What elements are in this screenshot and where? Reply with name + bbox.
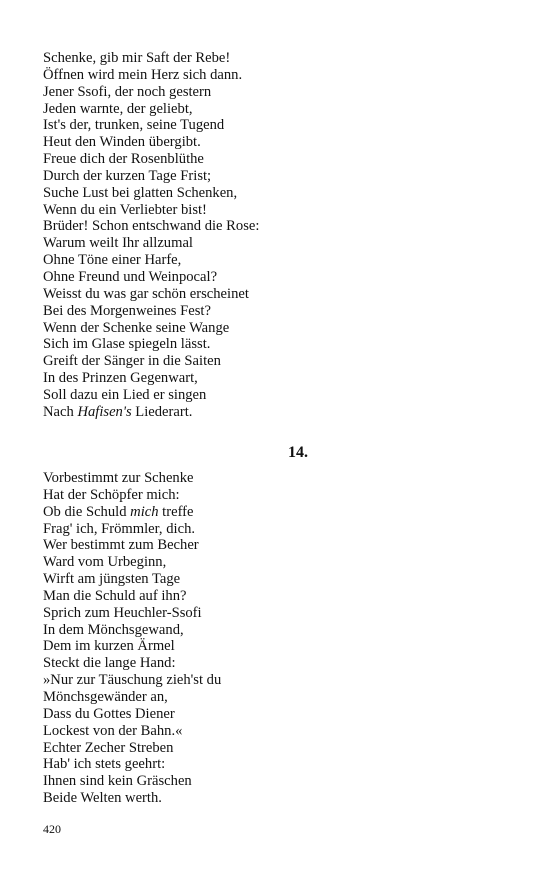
poem-line: Frag' ich, Frömmler, dich. [43, 520, 196, 537]
poem-line: Ohne Töne einer Harfe, [43, 252, 182, 269]
poem-stanza-1 [43, 50, 259, 421]
poem-line: Wenn der Schenke seine Wange [43, 319, 230, 336]
poem-line: Suche Lust bei glatten Schenken, [43, 184, 238, 201]
poem-line: Greift der Sänger in die Saiten [43, 353, 221, 370]
poem-line: Sprich zum Heuchler-Ssofi [43, 604, 202, 621]
poem-line: Freue dich der Rosenblüthe [43, 151, 204, 168]
poem-stanza-2 [43, 470, 221, 807]
poem-line: Hat der Schöpfer mich: [43, 486, 180, 503]
poem-line: Jener Ssofi, der noch gestern [43, 83, 212, 100]
poem-line: Mönchsgewänder an, [43, 688, 168, 705]
poem-line: Heut den Winden übergibt. [43, 134, 201, 151]
poem-line: Sich im Glase spiegeln lässt. [43, 336, 211, 353]
poem-line: Ist's der, trunken, seine Tugend [43, 117, 225, 134]
poem-line: Soll dazu ein Lied er singen [43, 386, 207, 403]
poem-line: In des Prinzen Gegenwart, [43, 370, 198, 387]
poem-line: Wenn du ein Verliebter bist! [43, 201, 207, 218]
poem-line: Ohne Freund und Weinpocal? [43, 268, 218, 285]
poem-line: Lockest von der Bahn.« [43, 722, 183, 739]
poem-line: Dass du Gottes Diener [43, 705, 175, 722]
poem-line: Wirft am jüngsten Tage [43, 571, 181, 588]
poem-number: 14. [288, 444, 308, 461]
poem-line: Wer bestimmt zum Becher [43, 537, 199, 554]
page-number: 420 [43, 822, 61, 836]
poem-line: Vorbestimmt zur Schenke [43, 470, 194, 486]
poem-line: Jeden warnte, der geliebt, [43, 100, 193, 117]
poem-line: Öffnen wird mein Herz sich dann. [43, 66, 243, 83]
poem-line: Warum weilt Ihr allzumal [43, 235, 193, 252]
poem-line: Beide Welten werth. [43, 790, 162, 807]
poem-line: Bei des Morgenweines Fest? [43, 302, 211, 319]
poem-line: Steckt die lange Hand: [43, 655, 176, 672]
poem-line: Man die Schuld auf ihn? [43, 587, 187, 604]
poem-line: Schenke, gib mir Saft der Rebe! [43, 50, 231, 66]
poem-line: In dem Mönchsgewand, [43, 621, 184, 638]
poem-line: Echter Zecher Streben [43, 739, 174, 756]
poem-line: Dem im kurzen Ärmel [43, 638, 175, 655]
poem-line: Ob die Schuld mich treffe [43, 503, 194, 520]
poem-line: »Nur zur Täuschung zieh'st du [43, 672, 222, 689]
poem-line: Hab' ich stets geehrt: [43, 756, 166, 773]
poem-line: Ward vom Urbeginn, [43, 554, 167, 571]
poem-line: Durch der kurzen Tage Frist; [43, 167, 212, 184]
poem-line: Brüder! Schon entschwand die Rose: [43, 218, 260, 235]
poem-line: Ihnen sind kein Gräschen [43, 773, 192, 790]
poem-line: Weisst du was gar schön erscheinet [43, 285, 249, 302]
poem-line: Nach Hafisen's Liederart. [43, 403, 193, 420]
